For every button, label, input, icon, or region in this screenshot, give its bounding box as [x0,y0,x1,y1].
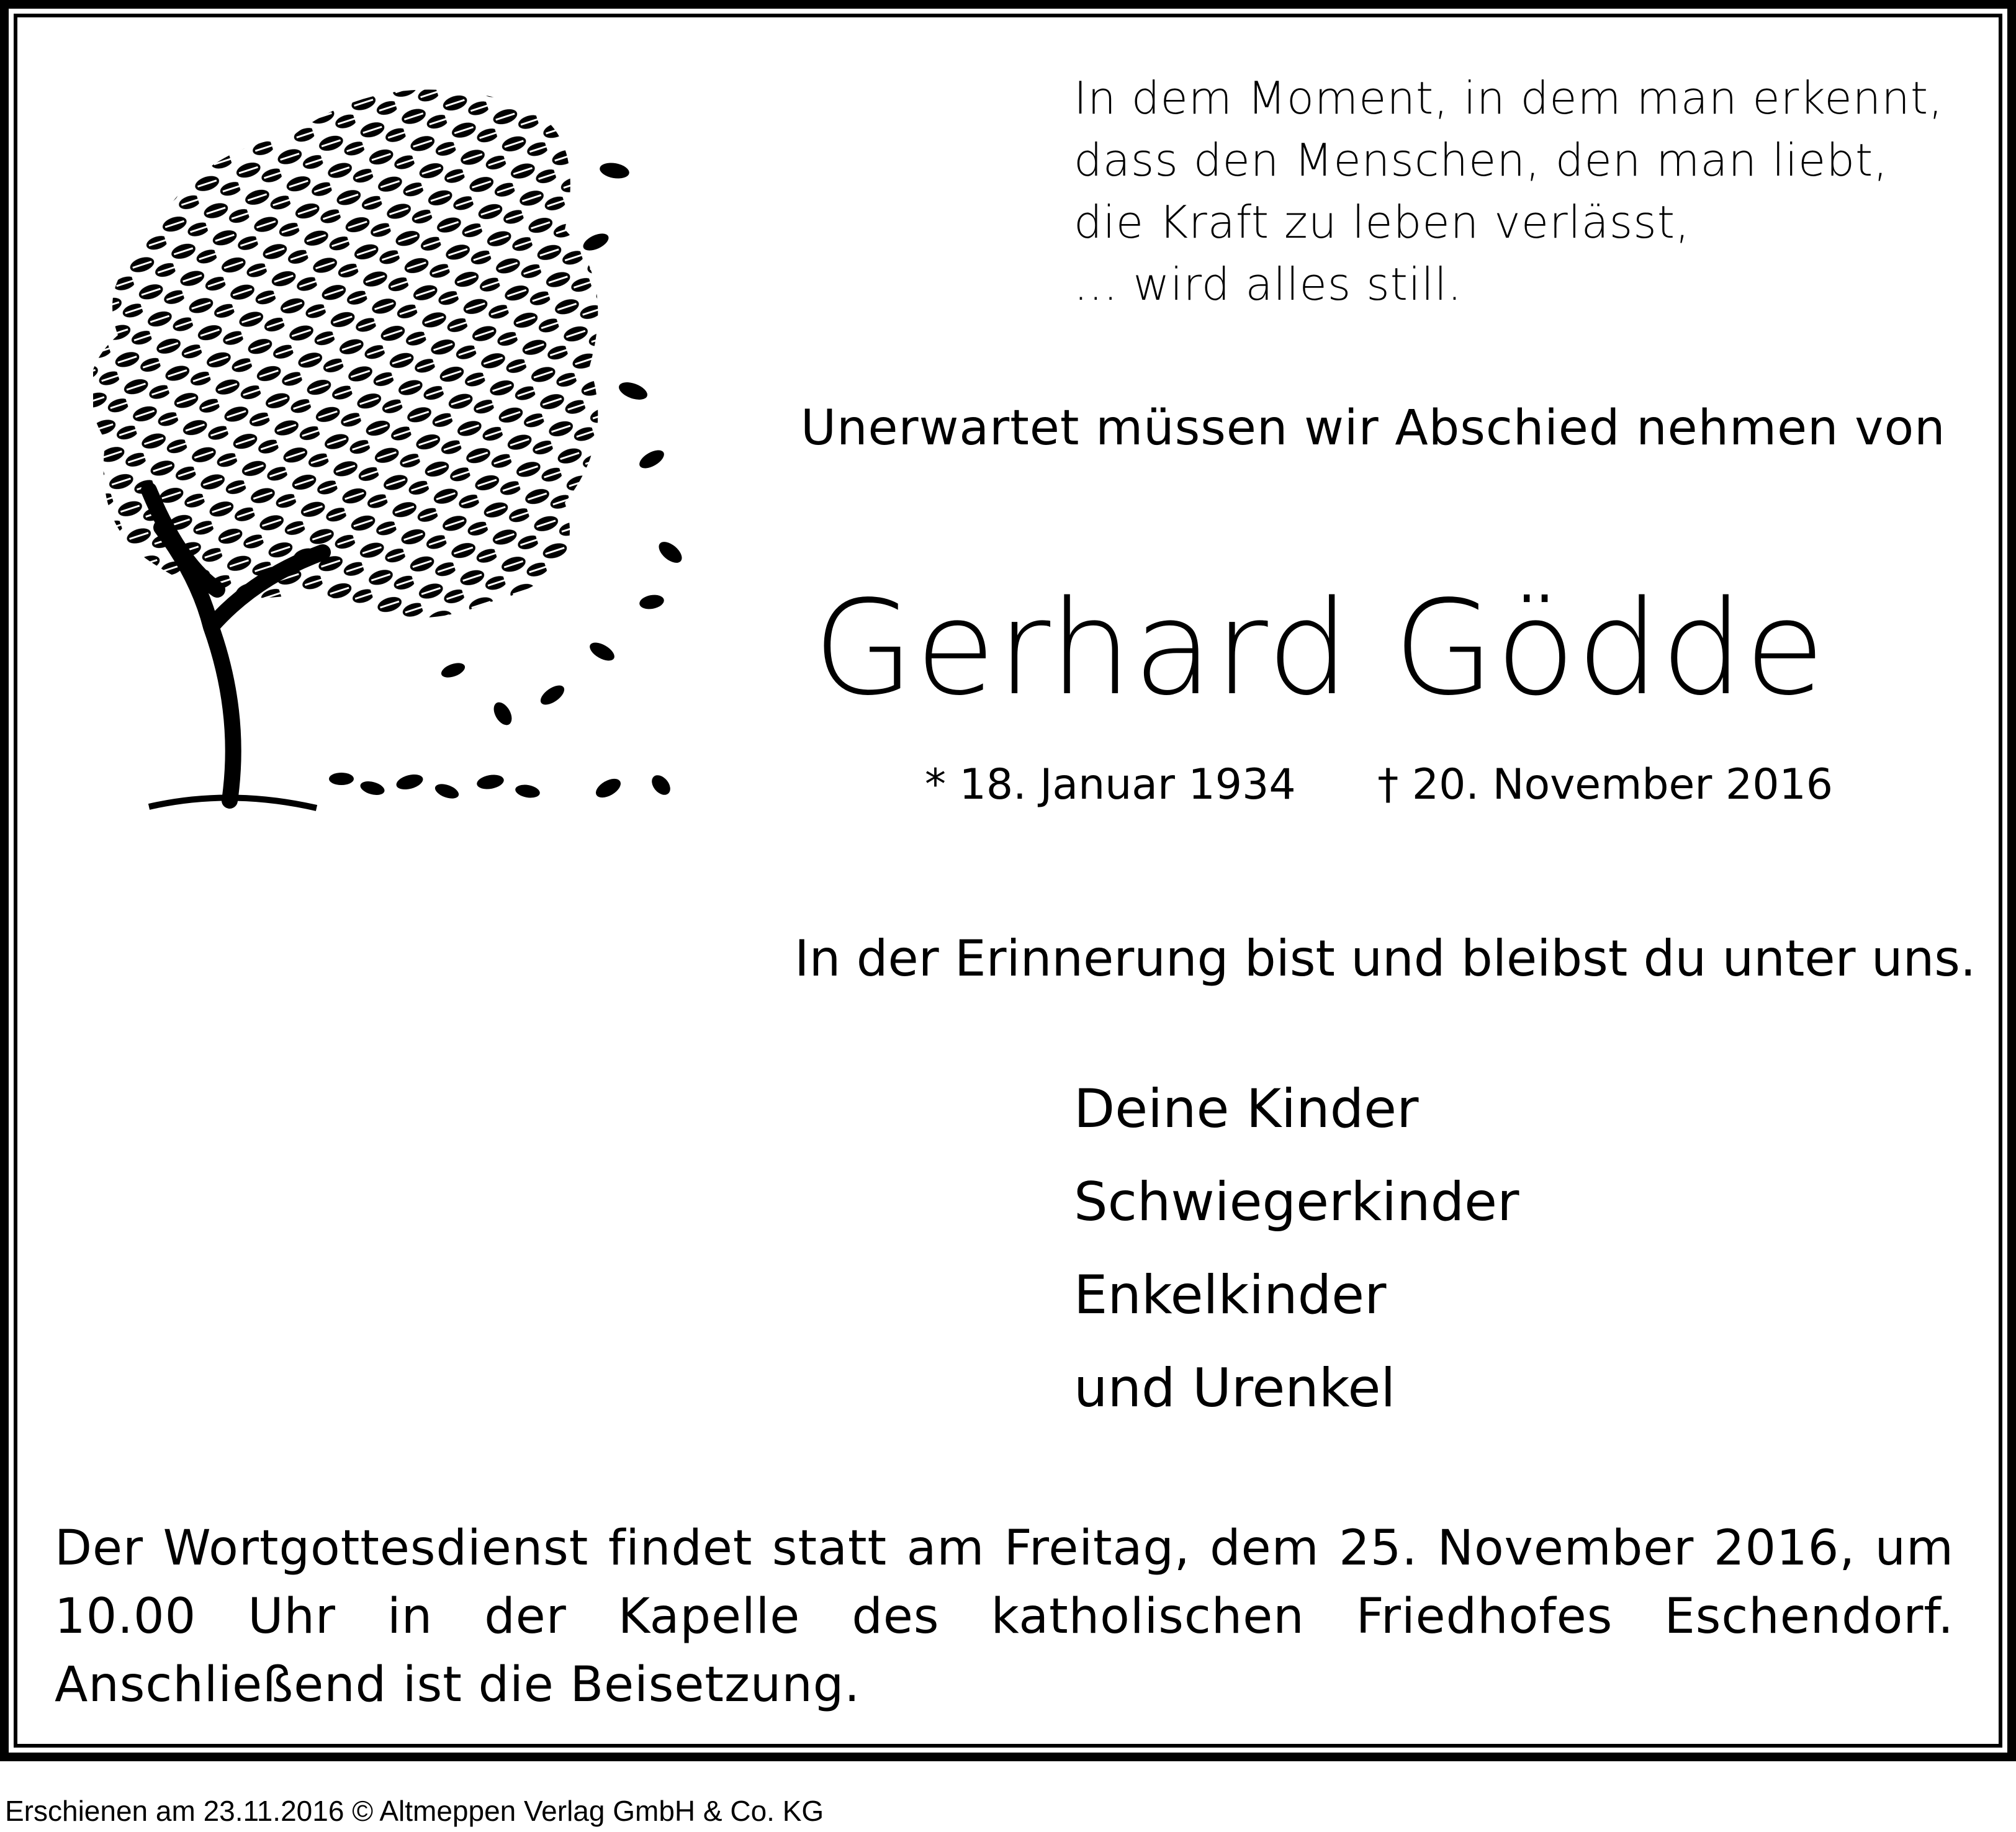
mourner-entry: Schwiegerkinder [1074,1171,1519,1233]
mourner-entry: Enkelkinder [1074,1264,1387,1326]
deceased-name: Gerhard Gödde [813,572,1827,724]
poem-line: ... wird alles still. [1074,258,1462,310]
service-announcement: Der Wortgottesdienst findet statt am Freitag, dem 25. November 2016, um 10.00 Uhr in der Kapelle des katholischen Friedhofes Eschendorf. Anschließend ist die Beisetzung. [55,1520,1954,1713]
life-dates [925,757,1833,813]
memory-line: In der Erinnerung bist und bleibst du unter uns. [794,930,1976,987]
wind-blown-tree-icon [56,43,726,819]
mourner-entry: und Urenkel [1074,1357,1396,1419]
poem-line: die Kraft zu leben verlässt, [1074,196,1690,248]
poem [1074,67,1943,315]
poem-line: dass den Menschen, den man liebt, [1074,134,1889,186]
mourner-entry: Deine Kinder [1074,1078,1419,1140]
birth-date: * 18. Januar 1934 [925,760,1296,809]
poem-line: In dem Moment, in dem man erkennt, [1074,72,1944,124]
mourners-list [1074,1062,1519,1435]
death-date: † 20. November 2016 [1377,760,1834,809]
farewell-intro: Unerwartet müssen wir Abschied nehmen von [801,400,1946,456]
publication-footer: Erschienen am 23.11.2016 © Altmeppen Verlag GmbH & Co. KG [5,1795,824,1827]
